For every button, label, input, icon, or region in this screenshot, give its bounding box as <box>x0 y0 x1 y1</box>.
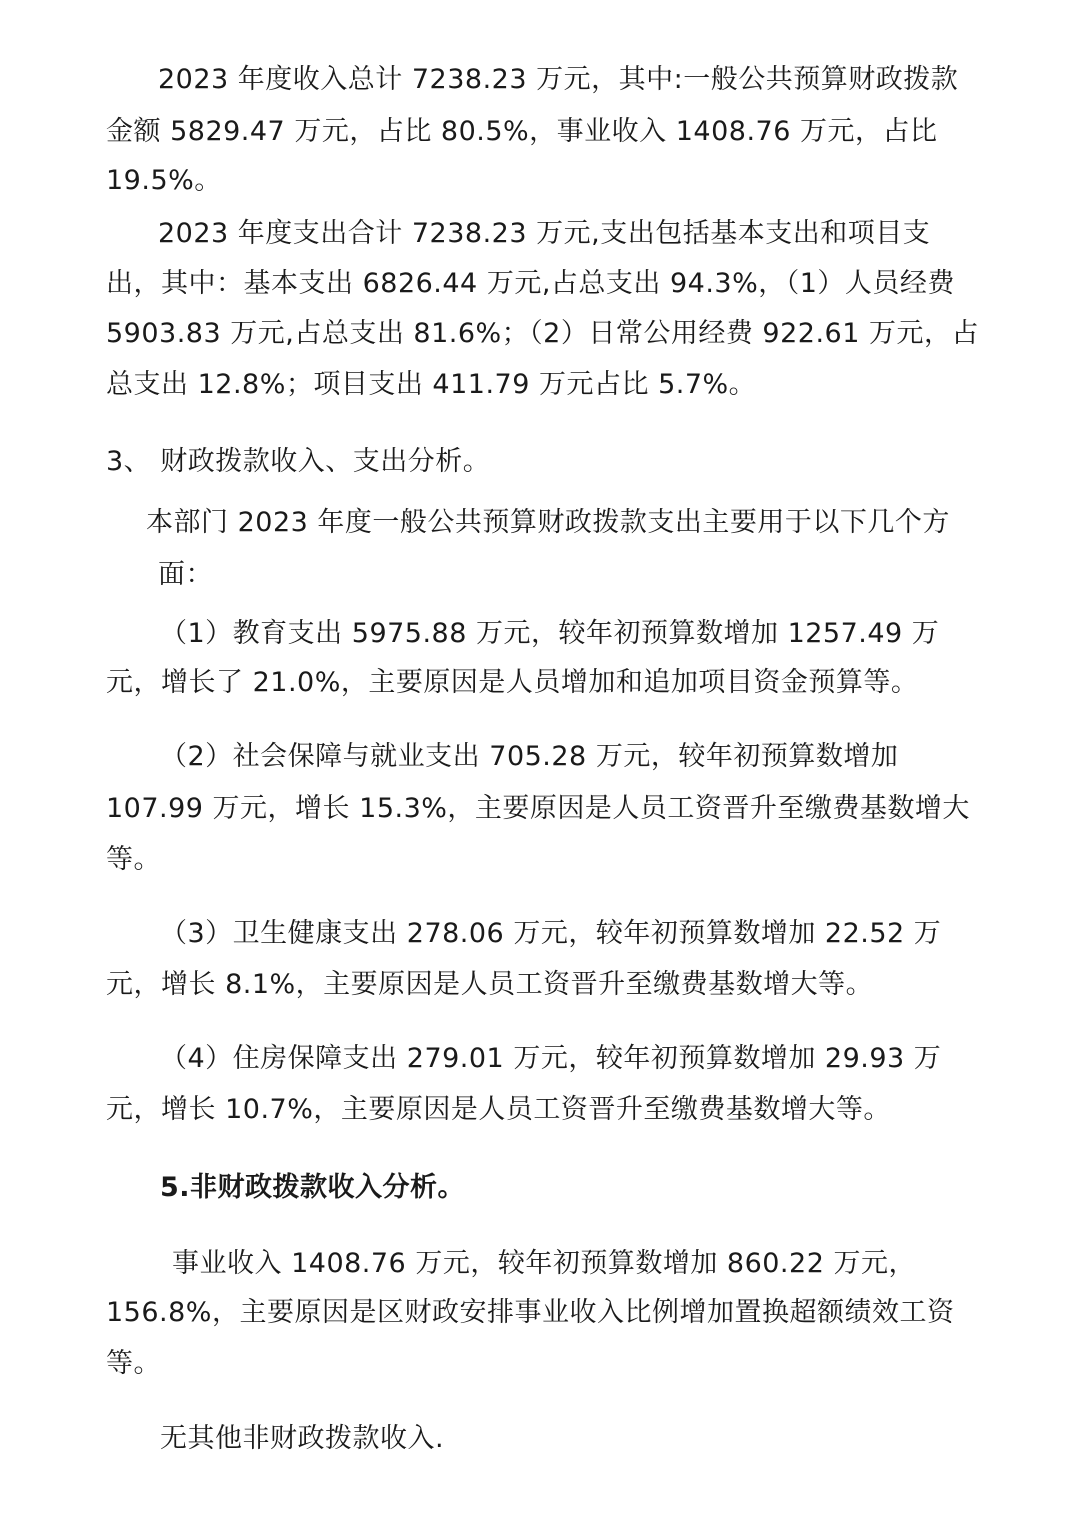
item-4-line-2: 元，增长 10.7%，主要原因是人员工资晋升至缴费基数增大等。 <box>106 1094 891 1125</box>
item-3-line-1: （3）卫生健康支出 278.06 万元，较年初预算数增加 22.52 万 <box>160 918 942 949</box>
expense-summary-line-4: 总支出 12.8%；项目支出 411.79 万元占比 5.7%。 <box>106 369 757 400</box>
expense-summary-line-3: 5903.83 万元,占总支出 81.6%；（2）日常公用经费 922.61 万元，占 <box>106 318 979 349</box>
section-5-para-line-1: 事业收入 1408.76 万元，较年初预算数增加 860.22 万元， <box>172 1248 916 1279</box>
item-1-line-2: 元，增长了 21.0%，主要原因是人员增加和追加项目资金预算等。 <box>106 667 919 698</box>
item-2-line-1: （2）社会保障与就业支出 705.28 万元，较年初预算数增加 <box>160 741 899 772</box>
expense-summary-line-2: 出，其中：基本支出 6826.44 万元,占总支出 94.3%，（1）人员经费 <box>106 268 955 299</box>
section-3-heading: 3、 财政拨款收入、支出分析。 <box>106 446 491 477</box>
item-2-line-2: 107.99 万元，增长 15.3%，主要原因是人员工资晋升至缴费基数增大 <box>106 793 970 824</box>
income-summary-line-3: 19.5%。 <box>106 165 222 196</box>
item-1-line-1: （1）教育支出 5975.88 万元，较年初预算数增加 1257.49 万 <box>160 618 940 649</box>
item-4-line-1: （4）住房保障支出 279.01 万元，较年初预算数增加 29.93 万 <box>160 1043 942 1074</box>
income-summary-line-1: 2023 年度收入总计 7238.23 万元，其中:一般公共预算财政拨款 <box>158 64 959 95</box>
section-5-heading: 5.非财政拨款收入分析。 <box>160 1172 466 1203</box>
section-5-para-line-2: 156.8%，主要原因是区财政安排事业收入比例增加置换超额绩效工资 <box>106 1297 955 1328</box>
expense-summary-line-1: 2023 年度支出合计 7238.23 万元,支出包括基本支出和项目支 <box>158 218 931 249</box>
item-2-line-3: 等。 <box>106 844 161 875</box>
section-5-closing: 无其他非财政拨款收入. <box>160 1423 445 1454</box>
income-summary-line-2: 金额 5829.47 万元，占比 80.5%，事业收入 1408.76 万元，占比 <box>106 116 938 147</box>
section-3-intro-line-1: 本部门 2023 年度一般公共预算财政拨款支出主要用于以下几个方 <box>146 507 950 538</box>
section-3-intro-line-2: 面： <box>158 559 213 590</box>
item-3-line-2: 元，增长 8.1%，主要原因是人员工资晋升至缴费基数增大等。 <box>106 969 874 1000</box>
section-5-para-line-3: 等。 <box>106 1348 161 1379</box>
